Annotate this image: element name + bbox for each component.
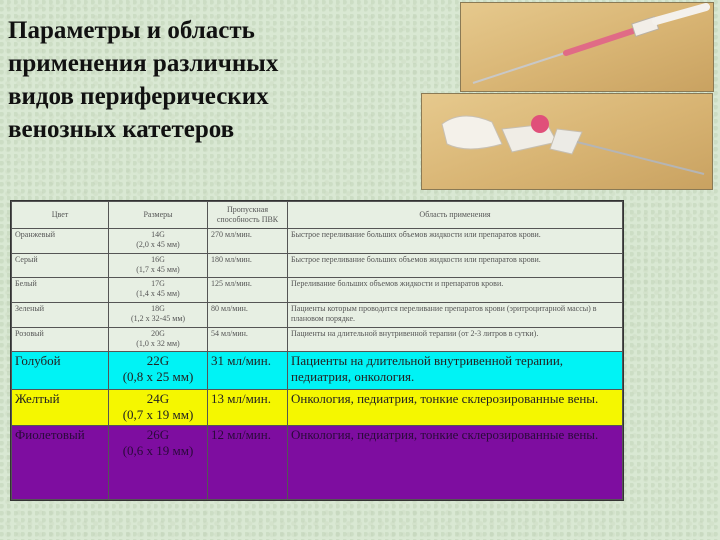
cell-application: Пациенты которым проводится переливание препаратов крови (эритроцитарной массы) в плановом порядке. bbox=[288, 303, 623, 328]
cell-application: Онкология, педиатрия, тонкие склерозированные вены. bbox=[288, 425, 623, 499]
catheter-parameters-table bbox=[10, 200, 624, 501]
cell-size: 14G (2,0 х 45 мм) bbox=[109, 228, 208, 253]
cell-size: 22G (0,8 х 25 мм) bbox=[109, 352, 208, 389]
cell-color: Голубой bbox=[12, 352, 109, 389]
cell-application: Переливание больших объемов жидкости и препаратов крови. bbox=[288, 278, 623, 303]
header-throughput: Пропускная способность ПВК bbox=[208, 202, 288, 229]
cell-color: Фиолетовый bbox=[12, 425, 109, 499]
cell-color: Оранжевый bbox=[12, 228, 109, 253]
cell-color: Зеленый bbox=[12, 303, 109, 328]
cell-color: Серый bbox=[12, 253, 109, 278]
cell-throughput: 180 мл/мин. bbox=[208, 253, 288, 278]
cell-throughput: 12 мл/мин. bbox=[208, 425, 288, 499]
cell-throughput: 270 мл/мин. bbox=[208, 228, 288, 253]
cell-color: Белый bbox=[12, 278, 109, 303]
cell-throughput: 13 мл/мин. bbox=[208, 389, 288, 425]
cell-size: 17G (1,4 х 45 мм) bbox=[109, 278, 208, 303]
cell-size: 26G (0,6 х 19 мм) bbox=[109, 425, 208, 499]
cell-application: Онкология, педиатрия, тонкие склерозированные вены. bbox=[288, 389, 623, 425]
table-header-row bbox=[12, 202, 623, 229]
table-row-highlight-yellow bbox=[12, 389, 623, 425]
cell-size: 18G (1,2 х 32-45 мм) bbox=[109, 303, 208, 328]
table-row-highlight-purple bbox=[12, 425, 623, 499]
table-row bbox=[12, 303, 623, 328]
cell-size: 24G (0,7 х 19 мм) bbox=[109, 389, 208, 425]
header-application: Область применения bbox=[288, 202, 623, 229]
cell-size: 20G (1,0 х 32 мм) bbox=[109, 327, 208, 352]
cell-color: Розовый bbox=[12, 327, 109, 352]
header-size: Размеры bbox=[109, 202, 208, 229]
catheter-photo-side-view bbox=[460, 2, 714, 92]
cell-throughput: 80 мл/мин. bbox=[208, 303, 288, 328]
iv-catheter-image bbox=[461, 3, 713, 91]
cell-application: Пациенты на длительной внутривенной терапии (от 2-3 литров в сутки). bbox=[288, 327, 623, 352]
cell-application: Быстрое переливание больших объемов жидкости или препаратов крови. bbox=[288, 253, 623, 278]
header-color: Цвет bbox=[12, 202, 109, 229]
cell-size: 16G (1,7 х 45 мм) bbox=[109, 253, 208, 278]
catheter-photo-top-view bbox=[421, 93, 713, 190]
cell-throughput: 31 мл/мин. bbox=[208, 352, 288, 389]
cell-throughput: 54 мл/мин. bbox=[208, 327, 288, 352]
cell-application: Быстрое переливание больших объемов жидкости или препаратов крови. bbox=[288, 228, 623, 253]
iv-cannula-image bbox=[422, 94, 712, 189]
table-row-highlight-blue bbox=[12, 352, 623, 389]
cell-application: Пациенты на длительной внутривенной терапии, педиатрия, онкология. bbox=[288, 352, 623, 389]
table-row bbox=[12, 327, 623, 352]
cell-throughput: 125 мл/мин. bbox=[208, 278, 288, 303]
table-row bbox=[12, 253, 623, 278]
table-row bbox=[12, 228, 623, 253]
slide-title: Параметры и область применения различных видов периферических венозных катетеров bbox=[8, 17, 279, 143]
cell-color: Желтый bbox=[12, 389, 109, 425]
table-row bbox=[12, 278, 623, 303]
